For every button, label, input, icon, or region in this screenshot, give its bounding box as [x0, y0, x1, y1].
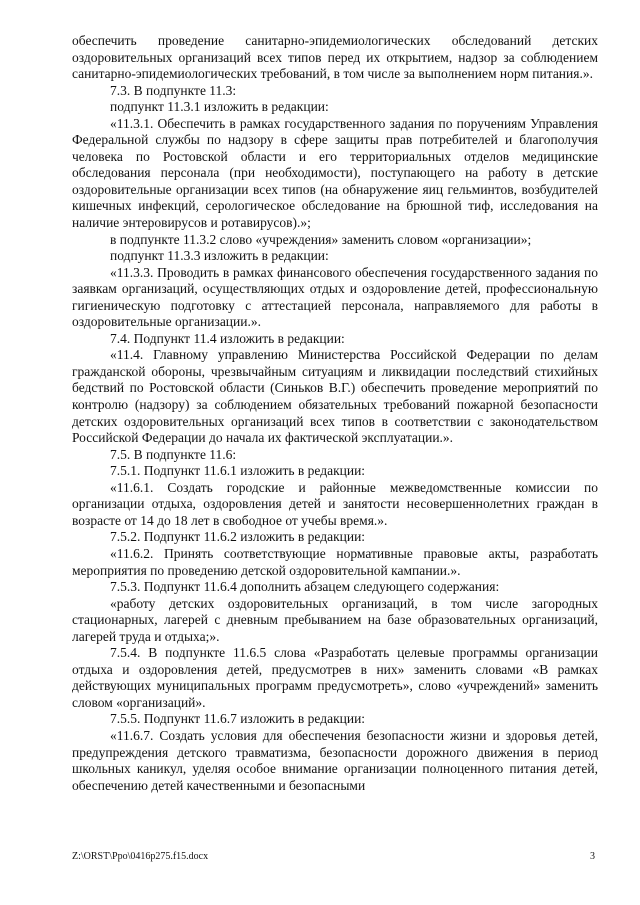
- paragraph: «11.3.3. Проводить в рамках финансового обеспечения государственного задания по заявкам организаций, осуществляющих отдых и оздоровление детей, профессиональную гигиеническую подготовку с аттестацией персонала, направляемого для работы в оздоровительные организации.».: [72, 264, 598, 330]
- paragraph: 7.5.5. Подпункт 11.6.7 изложить в редакции:: [110, 711, 366, 727]
- paragraph: «11.6.7. Создать условия для обеспечения безопасности жизни и здоровья детей, предупреждения детского травматизма, безопасности дорожного движения в период школьных каникул, уделяя особое внимание организации полноценного питания детей, обеспечению детей качественными и безопасными: [72, 727, 598, 793]
- paragraph: «11.4. Главному управлению Министерства Российской Федерации по делам гражданской обороны, чрезвычайным ситуациям и ликвидации последствий стихийных бедствий по Ростовской области (Синьков В.Г.) обеспечить проведение мероприятий по контролю (надзору) за соблюдением обязательных требований пожарной безопасности детских оздоровительных организаций всех типов в соответствии с законодательством Российской Федерации до начала их фактической эксплуатации.».: [72, 347, 598, 446]
- paragraph: обеспечить проведение санитарно-эпидемиологических обследований детских оздоровительных организаций всех типов перед их открытием, надзор за соблюдением санитарно-эпидемиологических требований, в том числе за выполнением норм питания.».: [72, 33, 598, 82]
- footer-file-path: Z:\ORST\Ppo\0416p275.f15.docx: [72, 851, 209, 862]
- paragraph: 7.5.2. Подпункт 11.6.2 изложить в редакции:: [110, 529, 366, 545]
- paragraph: 7.5.3. Подпункт 11.6.4 дополнить абзацем следующего содержания:: [110, 579, 500, 595]
- paragraph: подпункт 11.3.3 изложить в редакции:: [110, 248, 329, 264]
- paragraph: «11.6.1. Создать городские и районные межведомственные комиссии по организации отдыха, оздоровления детей и занятости несовершеннолетних граждан в возрасте от 14 до 18 лет в свободное от учебы время.».: [72, 479, 598, 528]
- paragraph: «11.6.2. Принять соответствующие нормативные правовые акты, разработать мероприятия по проведению детской оздоровительной кампании.».: [72, 545, 598, 578]
- paragraph: «11.3.1. Обеспечить в рамках государственного задания по поручениям Управления Федеральной службы по надзору в сфере защиты прав потребителей и благополучия человека по Ростовской области и его территориальных отделов медицинские обследования персонала (при необходимости), поступающего на работу в детские оздоровительные организации всех типов (на обнаружение яиц гельминтов, возбудителей кишечных инфекций, серологическое обследование на брюшной тиф, исследования на наличие энтеровирусов и ротавирусов).»;: [72, 115, 598, 231]
- paragraph: 7.3. В подпункте 11.3:: [110, 82, 237, 98]
- page-number: 3: [590, 851, 595, 862]
- paragraph: 7.5.4. В подпункте 11.6.5 слова «Разработать целевые программы организации отдыха и оздоровления детей, предусмотрев в них» заменить словами «В рамках действующих муниципальных программ предусмотреть», слово «учреждений» заменить словом «организаций».: [72, 645, 598, 710]
- paragraph: 7.5.1. Подпункт 11.6.1 изложить в редакции:: [110, 463, 366, 479]
- paragraph: «работу детских оздоровительных организаций, в том числе загородных стационарных, лагерей с дневным пребыванием на базе образовательных организаций, лагерей труда и отдыха;».: [72, 595, 598, 644]
- paragraph: 7.5. В подпункте 11.6:: [110, 446, 237, 462]
- paragraph: 7.4. Подпункт 11.4 изложить в редакции:: [110, 330, 345, 346]
- document-body: [72, 33, 598, 794]
- paragraph: в подпункте 11.3.2 слово «учреждения» заменить словом «организации»;: [110, 231, 532, 247]
- paragraph: подпункт 11.3.1 изложить в редакции:: [110, 99, 329, 115]
